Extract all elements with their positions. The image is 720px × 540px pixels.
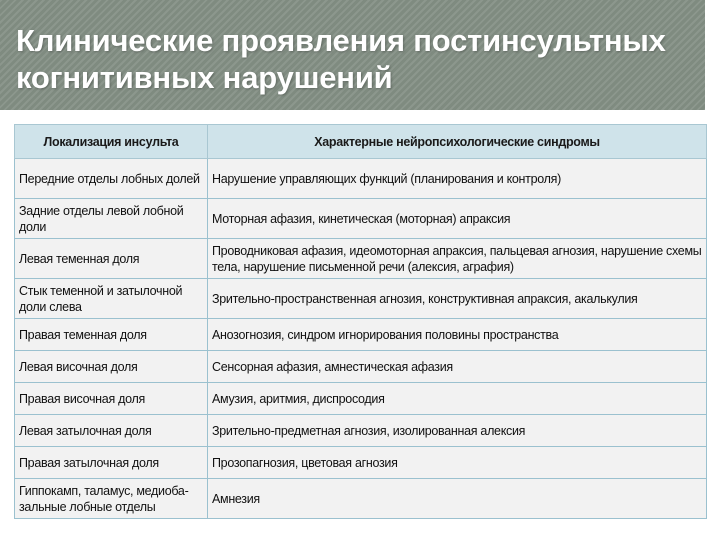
table-row (15, 159, 707, 199)
table-row (15, 239, 707, 279)
syndromes-table-container (14, 124, 706, 519)
cell-location: Правая теменная доля (15, 319, 208, 351)
cell-location: Стык теменной и затылочной доли слева (15, 279, 208, 319)
table-row (15, 279, 707, 319)
cell-location: Левая теменная доля (15, 239, 208, 279)
table-row (15, 479, 707, 519)
cell-location: Правая затылочная доля (15, 447, 208, 479)
cell-syndromes: Амузия, аритмия, диспросодия (208, 383, 707, 415)
table-row (15, 383, 707, 415)
cell-location: Задние отделы левой лобной доли (15, 199, 208, 239)
cell-syndromes: Нарушение управляющих функций (планирования и контроля) (208, 159, 707, 199)
cell-syndromes: Амнезия (208, 479, 707, 519)
cell-syndromes: Прозопагнозия, цветовая агнозия (208, 447, 707, 479)
cell-syndromes: Проводниковая афазия, идеомоторная апраксия, пальцевая агнозия, нарушение схемы тела, нарушение письменной речи (алексия, аграфия) (208, 239, 707, 279)
cell-syndromes: Моторная афазия, кинетическая (моторная) апраксия (208, 199, 707, 239)
cell-syndromes: Анозогнозия, синдром игнорирования половины пространства (208, 319, 707, 351)
cell-location: Левая затылочная доля (15, 415, 208, 447)
title-background (0, 0, 705, 110)
table-row (15, 319, 707, 351)
cell-location: Передние отделы лобных долей (15, 159, 208, 199)
cell-location: Левая височная доля (15, 351, 208, 383)
title-edge (705, 0, 720, 110)
cell-location: Правая височная доля (15, 383, 208, 415)
syndromes-table (14, 124, 707, 519)
table-header-row (15, 125, 707, 159)
table-row (15, 447, 707, 479)
header-location: Локализация инсульта (15, 125, 208, 159)
title-band (0, 0, 720, 110)
slide-title: Клинические проявления постинсультных когнитивных нарушений (16, 23, 666, 95)
cell-syndromes: Зрительно-предметная агнозия, изолированная алексия (208, 415, 707, 447)
cell-syndromes: Зрительно-пространственная агнозия, конструктивная апраксия, акалькулия (208, 279, 707, 319)
table-row (15, 415, 707, 447)
table-row (15, 199, 707, 239)
header-syndromes: Характерные нейропсихологические синдромы (208, 125, 707, 159)
cell-syndromes: Сенсорная афазия, амнестическая афазия (208, 351, 707, 383)
table-row (15, 351, 707, 383)
cell-location: Гиппокамп, таламус, медиоба-зальные лобные отделы (15, 479, 208, 519)
